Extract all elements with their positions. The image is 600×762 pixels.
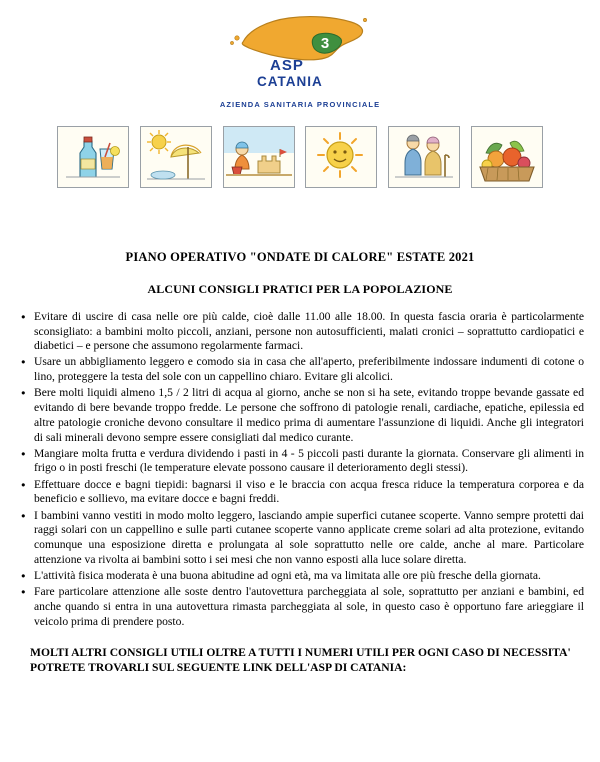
logo-caption <box>220 95 380 112</box>
icon-cell-sun-umbrella-beach <box>140 126 212 188</box>
list-item: ● Evitare di uscire di casa nelle ore più calde, cioè dalle 11.00 alle 18.00. In questa fascia oraria è particolarmente sconsigliato: a bambini molto piccoli, anziani, persone non autosufficienti, malati cronici – soprattutto cardiopatici e diabetici – e persone che assumono regolarmente farmaci. <box>34 310 600 354</box>
child-beach-sandcastle-icon <box>224 127 294 187</box>
logo-number-label: 3 <box>320 35 330 52</box>
icon-cell-fruit-vegetables-basket <box>471 126 543 188</box>
page-subtitle: ALCUNI CONSIGLI PRATICI PER LA POPOLAZIONE <box>147 281 453 296</box>
asp-catania-logo <box>215 8 385 94</box>
advice-list <box>0 310 600 630</box>
icon-cell-child-beach-sandcastle <box>223 126 295 188</box>
icon-cell-elderly-couple <box>388 126 460 188</box>
list-item: ● Effettuare docce e bagni tiepidi: bagnarsi il viso e le braccia con acqua fresca riduce la temperatura corporea e da beneficio e sollievo, ma evitare docce e bagni freddi. <box>34 478 600 507</box>
list-item: ● Mangiare molta frutta e verdura dividendo i pasti in 4 - 5 piccoli pasti durante la giornata. Conservare gli alimenti in frigo o in posti freschi (le temperature elevate possono causare il deterioramento degli stessi). <box>34 447 600 476</box>
icon-cell-drink-bottle-glass <box>57 126 129 188</box>
list-item: ● L'attività fisica moderata è una buona abitudine ad ogni età, ma va limitata alle ore più fresche della giornata. <box>34 569 600 584</box>
icon-cell-sun-hot-weather <box>305 126 377 188</box>
fruit-vegetables-basket-icon <box>472 127 542 187</box>
list-item: ● Usare un abbigliamento leggero e comodo sia in casa che all'aperto, preferibilmente indossare indumenti di cotone o lino, proteggere la testa del sole con un cappellino chiaro. Evitare gli alcolici. <box>34 355 600 384</box>
footer-note: MOLTI ALTRI CONSIGLI UTILI OLTRE A TUTTI I NUMERI UTILI PER OGNI CASO DI NECESSITA' POTRETE TROVARLI SUL SEGUENTE LINK DELL'ASP DI CATANIA: <box>30 646 571 675</box>
drink-bottle-glass-icon <box>58 127 128 187</box>
illustration-strip <box>57 126 543 188</box>
logo-caption-text: AZIENDA SANITARIA PROVINCIALE <box>219 100 381 109</box>
list-item: ● Fare particolare attenzione alle soste dentro l'autovettura parcheggiata al sole, soprattutto per anziani e bambini, ed anche quando si entra in una autovettura rimasta parcheggiata al sole, in questo caso è opportuno fare arieggiare il veicolo prima di prendere posto. <box>34 585 600 629</box>
list-item: ● Bere molti liquidi almeno 1,5 / 2 litri di acqua al giorno, anche se non si ha sete, evitando troppe bevande gassate ed evitando di bere bevande troppo fredde. Le persone che soffrono di patologie renali, cardiache, epatiche, epilessia ed altre patologie croniche devono consultare il medico prima di aumentare l'assunzione di liquidi. Anche gli integratori di sali minerali devono sempre essere consigliati dal medico curante. <box>34 386 600 445</box>
sun-hot-weather-icon <box>306 127 376 187</box>
sun-umbrella-beach-icon <box>141 127 211 187</box>
elderly-couple-icon <box>389 127 459 187</box>
sicily-map-icon <box>215 8 385 94</box>
logo-asp-label: ASP <box>270 57 304 74</box>
logo-catania-label: CATANIA <box>257 74 323 89</box>
logo-block <box>0 0 600 112</box>
list-item: ● I bambini vanno vestiti in modo molto leggero, lasciando ampie superfici cutanee scoperte. Vanno sempre protetti dai raggi solari con un cappellino e sulle parti cutanee scoperte vanno applicate creme solari ad alta protezione, evitando comunque una esposizione diretta e prolungata al sole soprattutto nelle ore calde, anche al mare. Particolare attenzione va rivolta ai bambini sotto i sei mesi che non vanno esposti alla luce solare diretta. <box>34 509 600 568</box>
page-title: PIANO OPERATIVO "ONDATE DI CALORE" ESTATE 2021 <box>125 249 475 264</box>
